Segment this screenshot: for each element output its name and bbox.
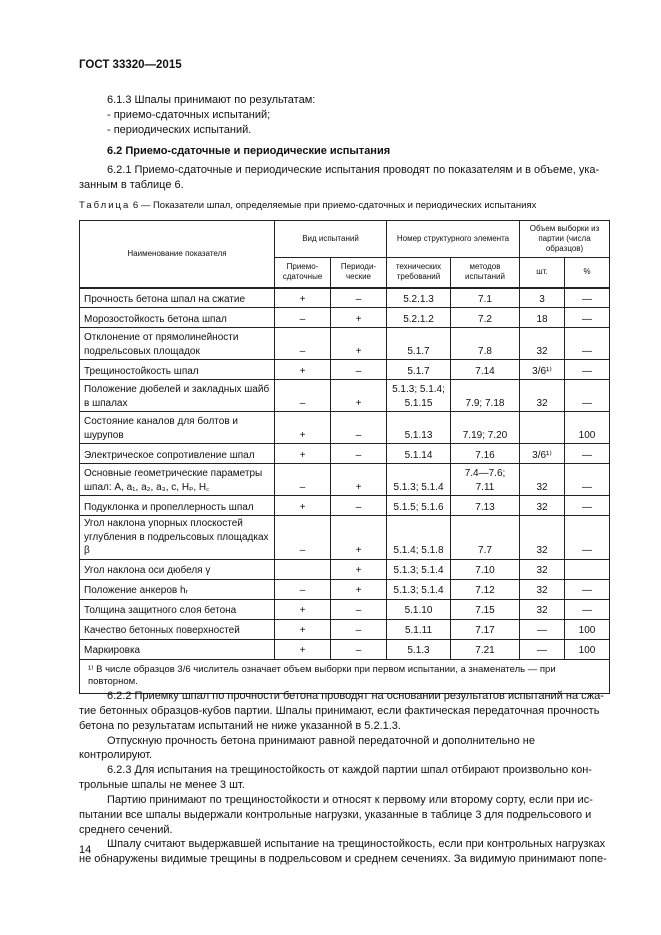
cell-name: Морозостойкость бетона шпал	[80, 308, 275, 328]
cell-test-methods: 7.10	[451, 559, 520, 579]
paragraph-batch-line1: Партию принимают по трещиностойкости и относят к первому или второму сорту, если при ис-	[107, 793, 593, 806]
cell-test-methods: 7.13	[451, 496, 520, 516]
cell-periodic: +	[331, 308, 387, 328]
table-caption-label: Таблица	[79, 200, 131, 211]
header-tech-req: технических требований	[387, 258, 451, 288]
cell-pcs: 32	[520, 464, 565, 496]
cell-pcs: 3/6¹⁾	[520, 360, 565, 380]
cell-percent: —	[565, 464, 610, 496]
cell-acceptance: –	[275, 579, 331, 599]
paragraph-6-1-3: 6.1.3 Шпалы принимают по результатам:	[107, 94, 316, 106]
header-acceptance: Приемо-сдаточные	[275, 258, 331, 288]
cell-percent: 100	[565, 619, 610, 639]
cell-periodic: –	[331, 619, 387, 639]
list-item-periodic: - периодических испытаний.	[107, 123, 252, 136]
cell-test-methods: 7.4—7.6; 7.11	[451, 464, 520, 496]
table-row	[80, 579, 610, 599]
table-row	[80, 444, 610, 464]
cell-tech-req: 5.1.3; 5.1.4	[387, 579, 451, 599]
cell-periodic: +	[331, 328, 387, 360]
cell-acceptance: +	[275, 444, 331, 464]
paragraph-6-2-2-line1: 6.2.2 Приемку шпал по прочности бетона проводят на основании результатов испытаний на сжа-	[107, 690, 604, 702]
cell-name: Качество бетонных поверхностей	[80, 619, 275, 639]
cell-name: Положение дюбелей и закладных шайб в шпалах	[80, 380, 275, 412]
cell-pcs: 32	[520, 380, 565, 412]
cell-periodic: +	[331, 579, 387, 599]
cell-name: Трещиностойкость шпал	[80, 360, 275, 380]
table-caption	[79, 200, 536, 213]
cell-acceptance: +	[275, 619, 331, 639]
cell-acceptance: +	[275, 496, 331, 516]
cell-pcs: 18	[520, 308, 565, 328]
paragraph-batch-line2: пытании все шпалы выдержали контрольные нагрузки, указанные в таблице 3 для подрельсового и	[79, 808, 592, 821]
table-row	[80, 380, 610, 412]
cell-test-methods: 7.7	[451, 516, 520, 560]
cell-periodic: –	[331, 496, 387, 516]
cell-acceptance: –	[275, 308, 331, 328]
cell-acceptance: +	[275, 360, 331, 380]
paragraph-6-2-3-line1: 6.2.3 Для испытания на трещиностойкость от каждой партии шпал отбирают произвольно кон-	[107, 764, 592, 777]
cell-test-methods: 7.1	[451, 288, 520, 308]
cell-periodic: +	[331, 464, 387, 496]
cell-periodic: +	[331, 516, 387, 560]
cell-percent: —	[565, 599, 610, 619]
cell-test-methods: 7.19; 7.20	[451, 412, 520, 444]
cell-percent: —	[565, 360, 610, 380]
cell-periodic: –	[331, 412, 387, 444]
cell-test-methods: 7.2	[451, 308, 520, 328]
header-test-type: Вид испытаний	[275, 221, 387, 258]
section-6-2-2	[79, 689, 607, 867]
paragraph-sleeper-line2: не обнаружены видимые трещины в подрельсовом и среднем сечениях. За видимую принимают попе-	[79, 853, 607, 866]
cell-periodic: –	[331, 599, 387, 619]
cell-test-methods: 7.21	[451, 639, 520, 659]
table-caption-text: 6 — Показатели шпал, определяемые при приемо-сдаточных и периодических испытаниях	[132, 200, 537, 211]
cell-periodic: –	[331, 360, 387, 380]
cell-test-methods: 7.14	[451, 360, 520, 380]
cell-name: Подуклонка и пропеллерность шпал	[80, 496, 275, 516]
cell-pcs: 3/6¹⁾	[520, 444, 565, 464]
list-item-acceptance: - приемо-сдаточных испытаний;	[107, 108, 271, 121]
section-6-2	[79, 144, 607, 193]
standard-header: ГОСТ 33320—2015	[79, 59, 182, 71]
cell-acceptance: +	[275, 599, 331, 619]
cell-acceptance: +	[275, 412, 331, 444]
cell-acceptance: +	[275, 639, 331, 659]
cell-tech-req: 5.1.3; 5.1.4	[387, 464, 451, 496]
cell-test-methods: 7.15	[451, 599, 520, 619]
cell-tech-req: 5.1.7	[387, 360, 451, 380]
cell-test-methods: 7.8	[451, 328, 520, 360]
cell-percent: 100	[565, 412, 610, 444]
cell-name: Отклонение от прямолинейности подрельсовых площадок	[80, 328, 275, 360]
cell-pcs: 32	[520, 496, 565, 516]
table-row	[80, 412, 610, 444]
cell-acceptance	[275, 559, 331, 579]
table-footnote: ¹⁾ В числе образцов 3/6 числитель означает объем выборки при первом испытании, а знаменатель — при повторном.	[80, 659, 610, 694]
paragraph-6-2-2-line3: бетона по результатам испытаний не ниже указанной в 5.2.1.3.	[79, 719, 401, 732]
table-row	[80, 599, 610, 619]
cell-tech-req: 5.1.11	[387, 619, 451, 639]
header-test-methods: методов испытаний	[451, 258, 520, 288]
header-sample-volume: Объем выборки из партии (числа образцов)	[520, 221, 610, 258]
cell-percent: 100	[565, 639, 610, 659]
cell-test-methods: 7.16	[451, 444, 520, 464]
table-row	[80, 360, 610, 380]
cell-name: Основные геометрические параметры шпал: A, a₁, a₂, a₃, c, Hₚ, H꜀	[80, 464, 275, 496]
cell-acceptance: –	[275, 328, 331, 360]
cell-pcs: —	[520, 639, 565, 659]
cell-tech-req: 5.2.1.3	[387, 288, 451, 308]
page-number: 14	[79, 844, 92, 856]
cell-pcs: 32	[520, 559, 565, 579]
cell-pcs	[520, 412, 565, 444]
cell-name: Толщина защитного слоя бетона	[80, 599, 275, 619]
header-percent: %	[565, 258, 610, 288]
cell-name: Угол наклона оси дюбеля γ	[80, 559, 275, 579]
table-row	[80, 288, 610, 308]
cell-percent: —	[565, 496, 610, 516]
cell-percent: —	[565, 288, 610, 308]
cell-tech-req: 5.1.7	[387, 328, 451, 360]
paragraph-6-2-1-line2: занным в таблице 6.	[79, 178, 184, 191]
cell-pcs: 32	[520, 516, 565, 560]
paragraph-6-2-1-line1: 6.2.1 Приемо-сдаточные и периодические испытания проводят по показателям и в объеме, ука-	[107, 163, 600, 176]
cell-percent: —	[565, 328, 610, 360]
cell-name: Угол наклона упорных плоскостей углубления в подрельсовых площадках β	[80, 516, 275, 560]
cell-test-methods: 7.12	[451, 579, 520, 599]
table-row	[80, 619, 610, 639]
cell-tech-req: 5.1.14	[387, 444, 451, 464]
cell-test-methods: 7.17	[451, 619, 520, 639]
cell-tech-req: 5.1.13	[387, 412, 451, 444]
cell-percent: —	[565, 308, 610, 328]
table-row	[80, 308, 610, 328]
cell-pcs: 32	[520, 579, 565, 599]
cell-pcs: —	[520, 619, 565, 639]
table-6-body	[80, 288, 610, 660]
table-row	[80, 559, 610, 579]
table-row	[80, 516, 610, 560]
cell-acceptance: –	[275, 380, 331, 412]
cell-tech-req: 5.1.3; 5.1.4; 5.1.15	[387, 380, 451, 412]
cell-percent: —	[565, 516, 610, 560]
paragraph-release-strength: Отпускную прочность бетона принимают равной передаточной и дополнительно не контролируют.	[79, 734, 535, 762]
cell-periodic: +	[331, 380, 387, 412]
header-pcs: шт.	[520, 258, 565, 288]
table-row	[80, 464, 610, 496]
cell-periodic: –	[331, 639, 387, 659]
cell-acceptance: –	[275, 516, 331, 560]
cell-tech-req: 5.2.1.2	[387, 308, 451, 328]
table-row	[80, 496, 610, 516]
cell-periodic: +	[331, 559, 387, 579]
paragraph-sleeper-line1: Шпалу считают выдержавшей испытание на трещиностойкость, если при контрольных нагрузках	[107, 838, 606, 851]
cell-tech-req: 5.1.10	[387, 599, 451, 619]
cell-name: Состояние каналов для болтов и шурупов	[80, 412, 275, 444]
cell-percent	[565, 559, 610, 579]
paragraph-6-2-2-line2: тие бетонных образцов-кубов партии. Шпалы принимают, если фактическая передаточная прочность	[79, 704, 600, 717]
cell-percent: —	[565, 579, 610, 599]
cell-acceptance: +	[275, 288, 331, 308]
header-struct-element: Номер структурного элемента	[387, 221, 520, 258]
cell-acceptance: –	[275, 464, 331, 496]
table-row	[80, 639, 610, 659]
cell-name: Положение анкеров hᵣ	[80, 579, 275, 599]
table-row	[80, 328, 610, 360]
cell-pcs: 32	[520, 328, 565, 360]
cell-tech-req: 5.1.3	[387, 639, 451, 659]
cell-tech-req: 5.1.5; 5.1.6	[387, 496, 451, 516]
cell-periodic: –	[331, 444, 387, 464]
header-periodic: Периоди-ческие	[331, 258, 387, 288]
cell-test-methods: 7.9; 7.18	[451, 380, 520, 412]
cell-name: Прочность бетона шпал на сжатие	[80, 288, 275, 308]
cell-name: Электрическое сопротивление шпал	[80, 444, 275, 464]
header-name: Наименование показателя	[80, 221, 275, 288]
paragraph-batch-line3: среднего сечений.	[79, 823, 173, 836]
cell-tech-req: 5.1.4; 5.1.8	[387, 516, 451, 560]
cell-pcs: 3	[520, 288, 565, 308]
cell-periodic: –	[331, 288, 387, 308]
cell-tech-req: 5.1.3; 5.1.4	[387, 559, 451, 579]
table-6	[79, 220, 610, 694]
paragraph-6-2-3-line2: трольные шпалы не менее 3 шт.	[79, 779, 245, 792]
cell-percent: —	[565, 444, 610, 464]
cell-pcs: 32	[520, 599, 565, 619]
section-6-1-3	[79, 93, 607, 138]
section-title-6-2: 6.2 Приемо-сдаточные и периодические испытания	[107, 145, 391, 157]
cell-percent: —	[565, 380, 610, 412]
cell-name: Маркировка	[80, 639, 275, 659]
